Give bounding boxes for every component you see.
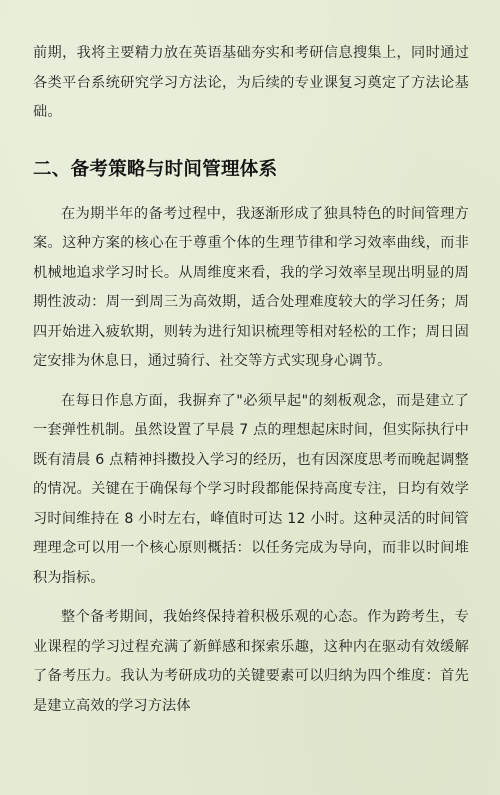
- body-paragraph-3: 整个备考期间，我始终保持着积极乐观的心态。作为跨考生，专业课程的学习过程充满了新鲜感和探索乐趣，这种内在驱动有效缓解了备考压力。我认为考研成功的关键要素可以归纳为四个维度：首先是建立高效的学习方法体: [33, 609, 469, 714]
- body-paragraph-2: 在每日作息方面，我摒弃了"必须早起"的刻板观念，而是建立了一套弹性机制。虽然设置了早晨 7 点的理想起床时间，但实际执行中既有清晨 6 点精神抖擞投入学习的经历，也有因深度思考而晚起调整的情况。关键在于确保每个学习时段都能保持高度专注，日均有效学习时间维持在 8 小时左右，峰值时可达 12 小时。这种灵活的时间管理理念可以用一个核心原则概括：以任务完成为导向，而非以时间堆积为指标。: [33, 392, 469, 586]
- body-paragraph-1: 在为期半年的备考过程中，我逐渐形成了独具特色的时间管理方案。这种方案的核心在于尊重个体的生理节律和学习效率曲线，而非机械地追求学习时长。从周维度来看，我的学习效率呈现出明显的周期性波动：周一到周三为高效期，适合处理难度较大的学习任务；周四开始进入疲软期，则转为进行知识梳理等相对轻松的工作；周日固定安排为休息日，通过骑行、社交等方式实现身心调节。: [33, 205, 469, 369]
- intro-paragraph: 前期，我将主要精力放在英语基础夯实和考研信息搜集上，同时通过各类平台系统研究学习方法论，为后续的专业课复习奠定了方法论基础。: [33, 45, 469, 120]
- section-heading: 二、备考策略与时间管理体系: [33, 158, 278, 180]
